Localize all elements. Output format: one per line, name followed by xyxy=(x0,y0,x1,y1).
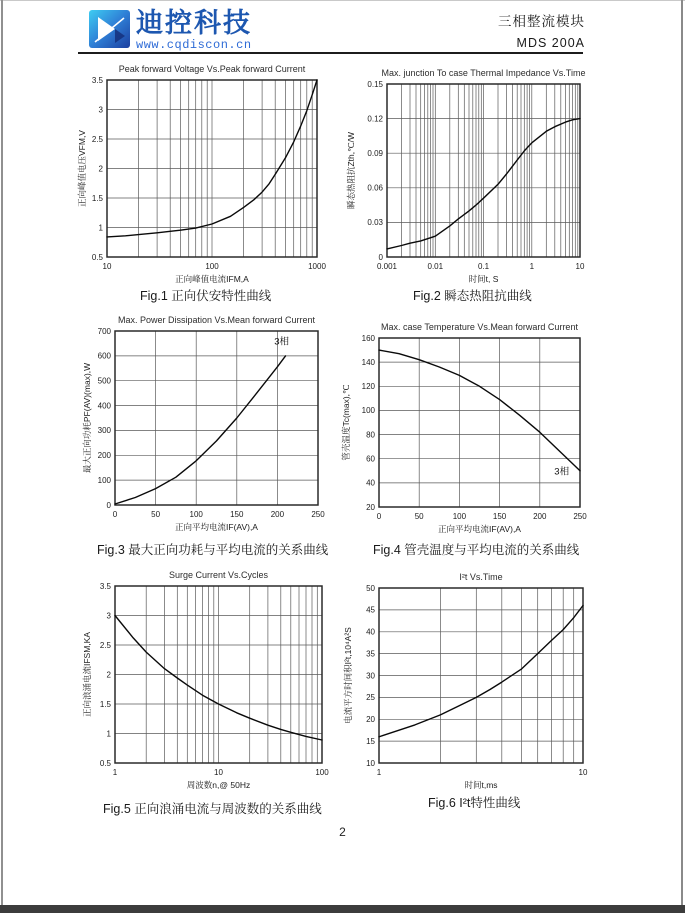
svg-text:1.5: 1.5 xyxy=(91,193,103,203)
page-right-border xyxy=(681,0,683,905)
svg-text:10: 10 xyxy=(214,768,223,777)
svg-text:1: 1 xyxy=(112,768,118,777)
figure-2-caption: Fig.2 瞬态热阻抗曲线 xyxy=(413,289,532,303)
svg-text:100: 100 xyxy=(315,768,329,777)
svg-text:1.5: 1.5 xyxy=(99,699,111,709)
svg-text:Peak forward Voltage Vs.Peak f: Peak forward Voltage Vs.Peak forward Current xyxy=(118,64,306,74)
svg-text:250: 250 xyxy=(573,512,587,521)
svg-text:3.5: 3.5 xyxy=(99,581,111,591)
svg-text:3: 3 xyxy=(98,105,103,115)
figure-4-chart xyxy=(330,312,620,538)
svg-text:10: 10 xyxy=(575,262,585,271)
figure-3-caption: Fig.3 最大正向功耗与平均电流的关系曲线 xyxy=(97,543,329,557)
svg-text:100: 100 xyxy=(361,406,375,416)
svg-text:10: 10 xyxy=(102,262,112,271)
figure-6-caption: Fig.6 I²t特性曲线 xyxy=(428,796,521,810)
svg-text:3相: 3相 xyxy=(554,466,570,478)
svg-text:1: 1 xyxy=(529,262,535,271)
svg-text:Surge Current Vs.Cycles: Surge Current Vs.Cycles xyxy=(168,570,269,580)
svg-text:1000: 1000 xyxy=(308,262,326,271)
svg-text:250: 250 xyxy=(311,510,325,519)
logo-website: www.cqdiscon.cn xyxy=(136,38,252,52)
header-divider xyxy=(78,52,583,54)
svg-text:0: 0 xyxy=(106,500,111,510)
svg-text:正向峰值电压VFM,V: 正向峰值电压VFM,V xyxy=(77,130,87,207)
svg-text:40: 40 xyxy=(366,478,375,488)
svg-text:0.09: 0.09 xyxy=(367,149,383,158)
svg-text:0.12: 0.12 xyxy=(367,114,383,124)
svg-text:60: 60 xyxy=(366,454,375,464)
svg-text:0: 0 xyxy=(112,510,118,519)
svg-text:140: 140 xyxy=(361,357,375,367)
svg-text:80: 80 xyxy=(366,430,375,440)
svg-text:25: 25 xyxy=(366,693,375,703)
chart-svg xyxy=(330,58,620,288)
svg-text:50: 50 xyxy=(366,583,375,593)
svg-text:正向平均电流IF(AV),A: 正向平均电流IF(AV),A xyxy=(175,522,258,532)
chart-svg xyxy=(35,565,335,794)
svg-text:3相: 3相 xyxy=(274,336,289,348)
svg-text:50: 50 xyxy=(151,510,161,519)
svg-text:200: 200 xyxy=(270,510,285,519)
page-top-border xyxy=(0,0,685,1)
svg-text:0: 0 xyxy=(378,252,383,262)
svg-text:50: 50 xyxy=(414,512,424,521)
page-number: 2 xyxy=(339,825,346,839)
svg-text:100: 100 xyxy=(452,512,467,521)
chart-svg xyxy=(35,310,335,536)
svg-text:3.5: 3.5 xyxy=(91,75,103,85)
svg-text:1: 1 xyxy=(106,729,111,739)
figure-1-chart xyxy=(35,58,335,288)
figure-6-chart xyxy=(330,565,620,794)
product-type: 三相整流模块 xyxy=(498,14,585,29)
svg-text:45: 45 xyxy=(366,605,375,615)
svg-text:0.01: 0.01 xyxy=(427,262,444,271)
svg-text:100: 100 xyxy=(97,475,111,485)
svg-text:管壳温度Tc(max),℃: 管壳温度Tc(max),℃ xyxy=(341,384,351,461)
svg-text:400: 400 xyxy=(97,401,111,411)
svg-text:正向浪涌电流IFSM,KA: 正向浪涌电流IFSM,KA xyxy=(82,631,92,718)
svg-text:Max. Power Dissipation Vs.Mean: Max. Power Dissipation Vs.Mean forward Current xyxy=(117,315,316,325)
svg-text:1: 1 xyxy=(98,223,103,233)
svg-text:150: 150 xyxy=(492,512,507,521)
figure-3-chart xyxy=(35,310,335,536)
svg-text:0.15: 0.15 xyxy=(367,79,383,89)
svg-text:3: 3 xyxy=(106,611,111,621)
svg-text:0.03: 0.03 xyxy=(367,218,383,228)
logo-company-name: 迪控科技 xyxy=(136,8,252,38)
logo xyxy=(88,9,252,52)
svg-text:2.5: 2.5 xyxy=(99,640,111,650)
svg-text:2: 2 xyxy=(98,164,103,174)
svg-text:35: 35 xyxy=(366,649,375,659)
chart-svg xyxy=(330,565,620,794)
svg-text:最大正向功耗PF(AV)(max),W: 最大正向功耗PF(AV)(max),W xyxy=(82,362,92,474)
svg-text:160: 160 xyxy=(361,333,375,343)
logo-text-block xyxy=(136,9,252,52)
svg-text:600: 600 xyxy=(97,351,111,361)
svg-text:I²t Vs.Time: I²t Vs.Time xyxy=(459,572,503,582)
svg-text:150: 150 xyxy=(230,510,244,519)
svg-text:30: 30 xyxy=(366,671,375,681)
svg-text:时间t,ms: 时间t,ms xyxy=(464,780,498,790)
svg-text:20: 20 xyxy=(366,502,375,512)
svg-text:2.5: 2.5 xyxy=(91,134,103,144)
figure-5-caption: Fig.5 正向浪涌电流与周波数的关系曲线 xyxy=(103,802,322,816)
svg-text:周波数n,@ 50Hz: 周波数n,@ 50Hz xyxy=(186,780,251,790)
svg-text:2: 2 xyxy=(106,670,111,680)
logo-icon xyxy=(88,9,132,50)
svg-text:正向平均电流IF(AV),A: 正向平均电流IF(AV),A xyxy=(438,524,521,534)
svg-text:时间t, S: 时间t, S xyxy=(468,274,499,284)
svg-text:20: 20 xyxy=(366,715,375,725)
svg-text:500: 500 xyxy=(97,376,111,386)
figure-4-caption: Fig.4 管壳温度与平均电流的关系曲线 xyxy=(373,543,580,557)
svg-text:10: 10 xyxy=(366,758,375,768)
chart-svg xyxy=(330,312,620,538)
svg-text:Max. case Temperature Vs.Mean: Max. case Temperature Vs.Mean forward Current xyxy=(381,322,578,332)
svg-text:瞬态热阻抗Zth,℃/W: 瞬态热阻抗Zth,℃/W xyxy=(346,131,356,210)
svg-text:0.1: 0.1 xyxy=(477,262,490,271)
svg-text:40: 40 xyxy=(366,627,375,637)
svg-text:120: 120 xyxy=(361,382,375,392)
svg-text:100: 100 xyxy=(189,510,203,519)
svg-text:1: 1 xyxy=(376,768,382,777)
svg-text:0.001: 0.001 xyxy=(376,262,398,271)
svg-text:0.06: 0.06 xyxy=(367,183,383,193)
svg-text:100: 100 xyxy=(205,262,219,271)
chart-svg xyxy=(35,58,335,288)
page-bottom-border xyxy=(0,905,685,913)
figure-5-chart xyxy=(35,565,335,794)
svg-text:15: 15 xyxy=(366,736,375,746)
svg-text:0.5: 0.5 xyxy=(91,252,103,262)
header-right xyxy=(498,10,585,50)
svg-text:700: 700 xyxy=(97,326,111,336)
svg-text:200: 200 xyxy=(533,512,547,521)
svg-text:300: 300 xyxy=(97,426,111,436)
svg-text:200: 200 xyxy=(97,451,111,461)
svg-text:Max. junction To case Thermal: Max. junction To case Thermal Impedance Vs.Time xyxy=(381,68,586,78)
svg-text:正向峰值电流IFM,A: 正向峰值电流IFM,A xyxy=(175,274,249,284)
model-number: MDS 200A xyxy=(516,36,585,50)
svg-text:0.5: 0.5 xyxy=(99,758,111,768)
svg-text:0: 0 xyxy=(376,512,382,521)
svg-text:电流平方时间积I²t,10⁴A²S: 电流平方时间积I²t,10⁴A²S xyxy=(343,627,353,724)
figure-2-chart xyxy=(330,58,620,288)
figure-1-caption: Fig.1 正向伏安特性曲线 xyxy=(140,289,272,303)
svg-text:10: 10 xyxy=(578,768,588,777)
page-left-border xyxy=(1,0,3,905)
